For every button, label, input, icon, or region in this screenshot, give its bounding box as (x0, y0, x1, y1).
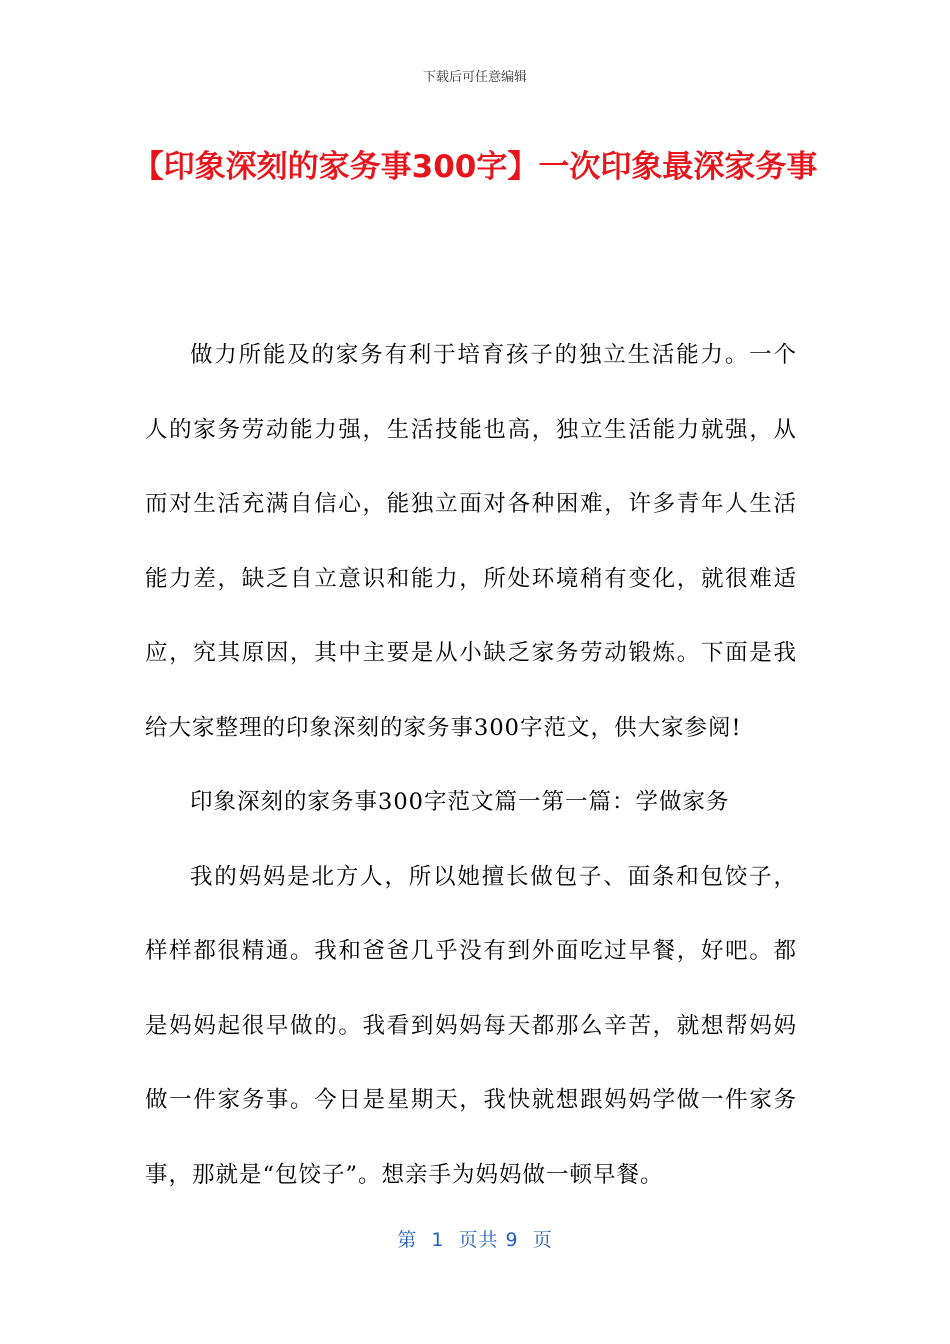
document-body (145, 318, 797, 1212)
paragraph-section-heading: 印象深刻的家务事300字范文篇一第一篇：学做家务 (190, 789, 730, 815)
header-note: 下载后可任意编辑 (422, 70, 527, 85)
paragraph-intro: 做力所能及的家务有利于培育孩子的独立生活能力。一个人的家务劳动能力强，生活技能也高，独立生活能力就强，从而对生活充满自信心，能独立面对各种困难，许多青年人生活能力差，缺乏自立意识和能力，所处环境稍有变化，就很难适应，究其原因，其中主要是从小缺乏家务劳动锻炼。下面是我给大家整理的印象深刻的家务事300字范文，供大家参阅! (145, 342, 797, 741)
page-number-footer: 第 1 页共 9 页 (397, 1229, 553, 1251)
document-title: 【印象深刻的家务事300字】一次印象最深家务事 (132, 149, 818, 185)
paragraph-story: 我的妈妈是北方人，所以她擅长做包子、面条和包饺子，样样都很精通。我和爸爸几乎没有到外面吃过早餐，好吧。都是妈妈起很早做的。我看到妈妈每天都那么辛苦，就想帮妈妈做一件家务事。今日是星期天，我快就想跟妈妈学做一件家务事，那就是“包饺子”。想亲手为妈妈做一顿早餐。 (145, 863, 797, 1188)
